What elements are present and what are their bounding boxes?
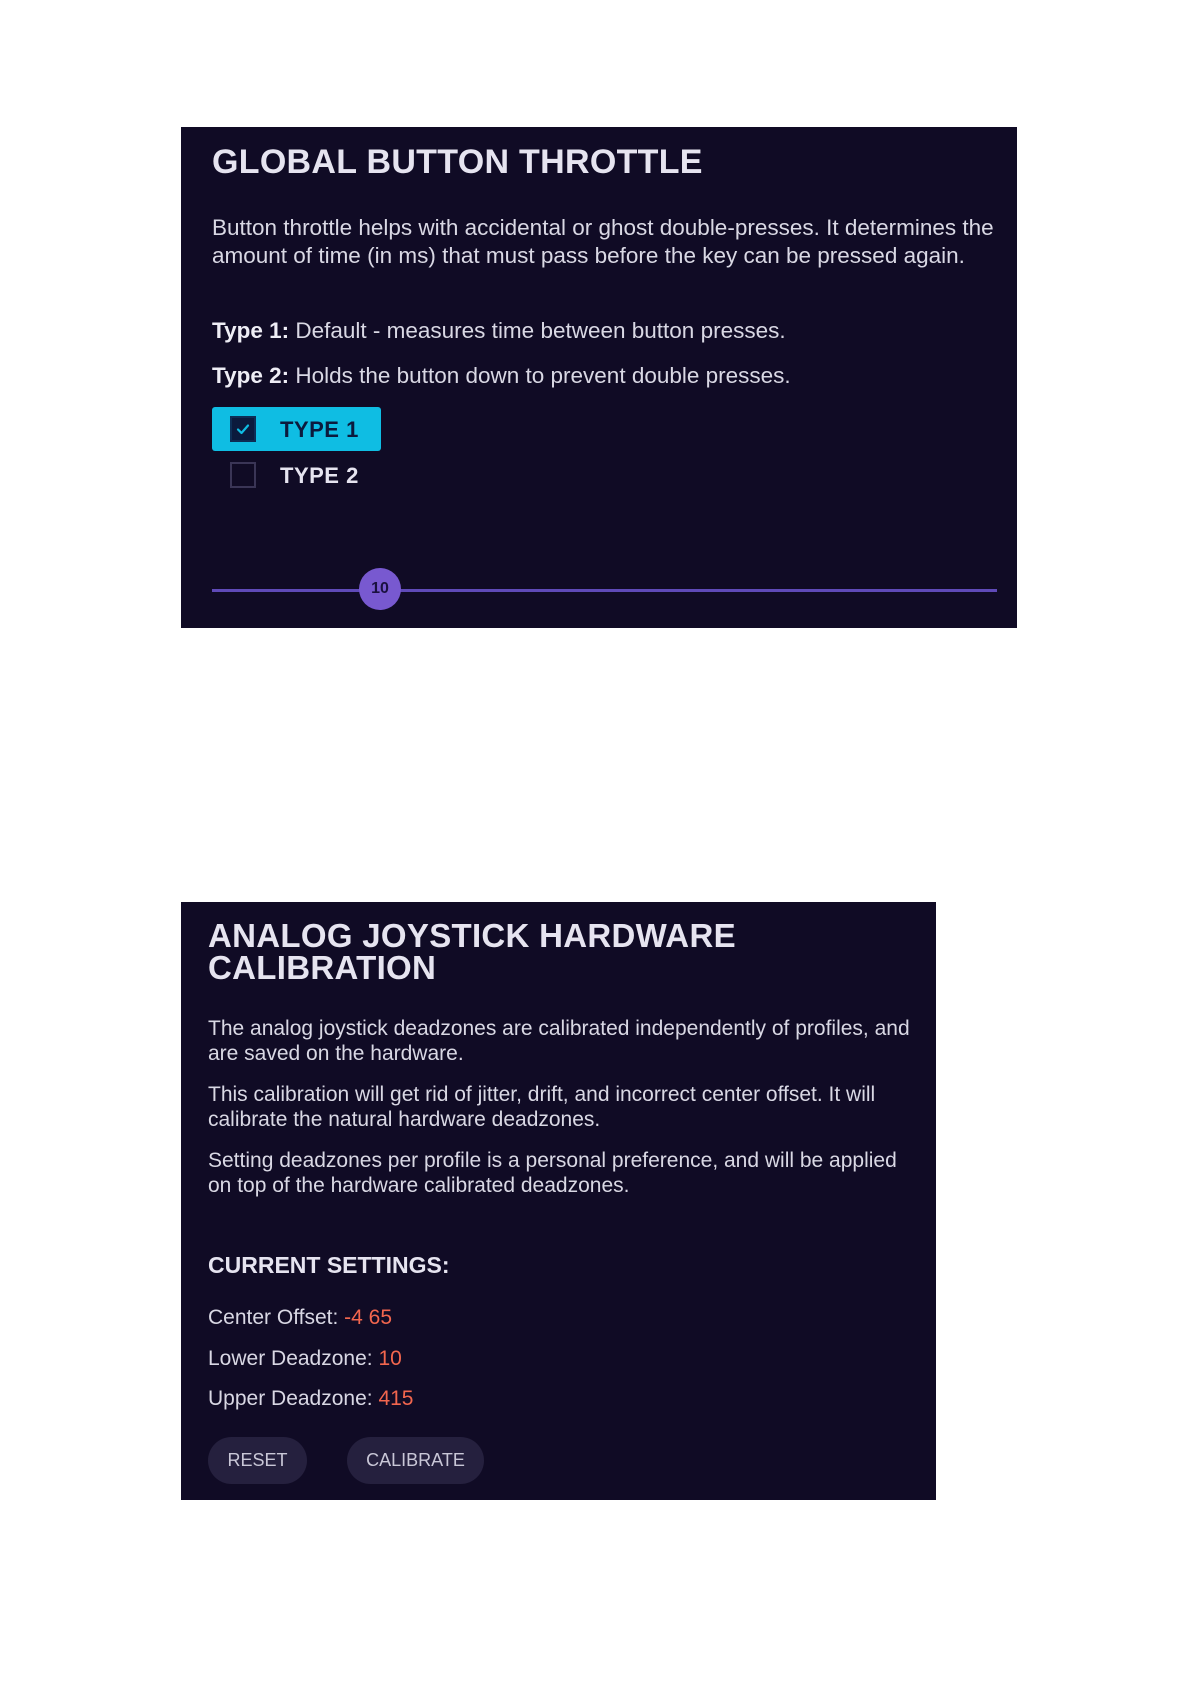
- calibrate-button[interactable]: CALIBRATE: [347, 1437, 484, 1484]
- type2-checkbox[interactable]: [230, 462, 256, 488]
- center-offset-value: -4 65: [344, 1306, 393, 1329]
- throttle-slider-thumb[interactable]: 10: [359, 568, 401, 610]
- throttle-slider-track[interactable]: [212, 589, 997, 592]
- type2-description: [212, 362, 791, 390]
- type1-text: Default - measures time between button presses.: [289, 318, 786, 343]
- global-button-throttle-panel: [181, 127, 1017, 628]
- upper-deadzone-label: Upper Deadzone:: [208, 1387, 379, 1410]
- current-settings-heading: CURRENT SETTINGS:: [208, 1252, 450, 1278]
- throttle-title: GLOBAL BUTTON THROTTLE: [212, 143, 703, 181]
- lower-deadzone-row: [208, 1347, 402, 1371]
- type1-checkbox[interactable]: [230, 416, 256, 442]
- type1-label: TYPE 1: [280, 417, 359, 442]
- calibration-title: ANALOG JOYSTICK HARDWARE CALIBRATION: [208, 917, 736, 986]
- checkmark-icon: [235, 421, 251, 437]
- joystick-calibration-panel: [181, 902, 936, 1500]
- calibration-paragraph: The analog joystick deadzones are calibrated independently of profiles, and are saved on the hardware.: [208, 1017, 910, 1065]
- center-offset-label: Center Offset:: [208, 1306, 345, 1329]
- center-offset-row: [208, 1306, 392, 1330]
- calibration-paragraph: Setting deadzones per profile is a personal preference, and will be applied on top of the hardware calibrated deadzones.: [208, 1149, 897, 1197]
- lower-deadzone-value: 10: [378, 1347, 402, 1370]
- lower-deadzone-label: Lower Deadzone:: [208, 1347, 379, 1370]
- calibration-paragraph: This calibration will get rid of jitter, drift, and incorrect center offset. It will calibrate the natural hardware deadzones.: [208, 1083, 876, 1131]
- type1-option[interactable]: [212, 407, 381, 451]
- reset-button[interactable]: RESET: [208, 1437, 307, 1484]
- type2-option[interactable]: [212, 453, 381, 497]
- type2-label: TYPE 2: [280, 463, 359, 488]
- upper-deadzone-row: [208, 1387, 414, 1411]
- type1-description: [212, 317, 786, 345]
- upper-deadzone-value: 415: [378, 1387, 414, 1410]
- type2-heading: Type 2:: [212, 363, 290, 388]
- type2-text: Holds the button down to prevent double presses.: [289, 363, 791, 388]
- throttle-description: Button throttle helps with accidental or ghost double-presses. It determines the amount of time (in ms) that must pass before the key can be pressed again.: [212, 215, 994, 268]
- type1-heading: Type 1:: [212, 318, 290, 343]
